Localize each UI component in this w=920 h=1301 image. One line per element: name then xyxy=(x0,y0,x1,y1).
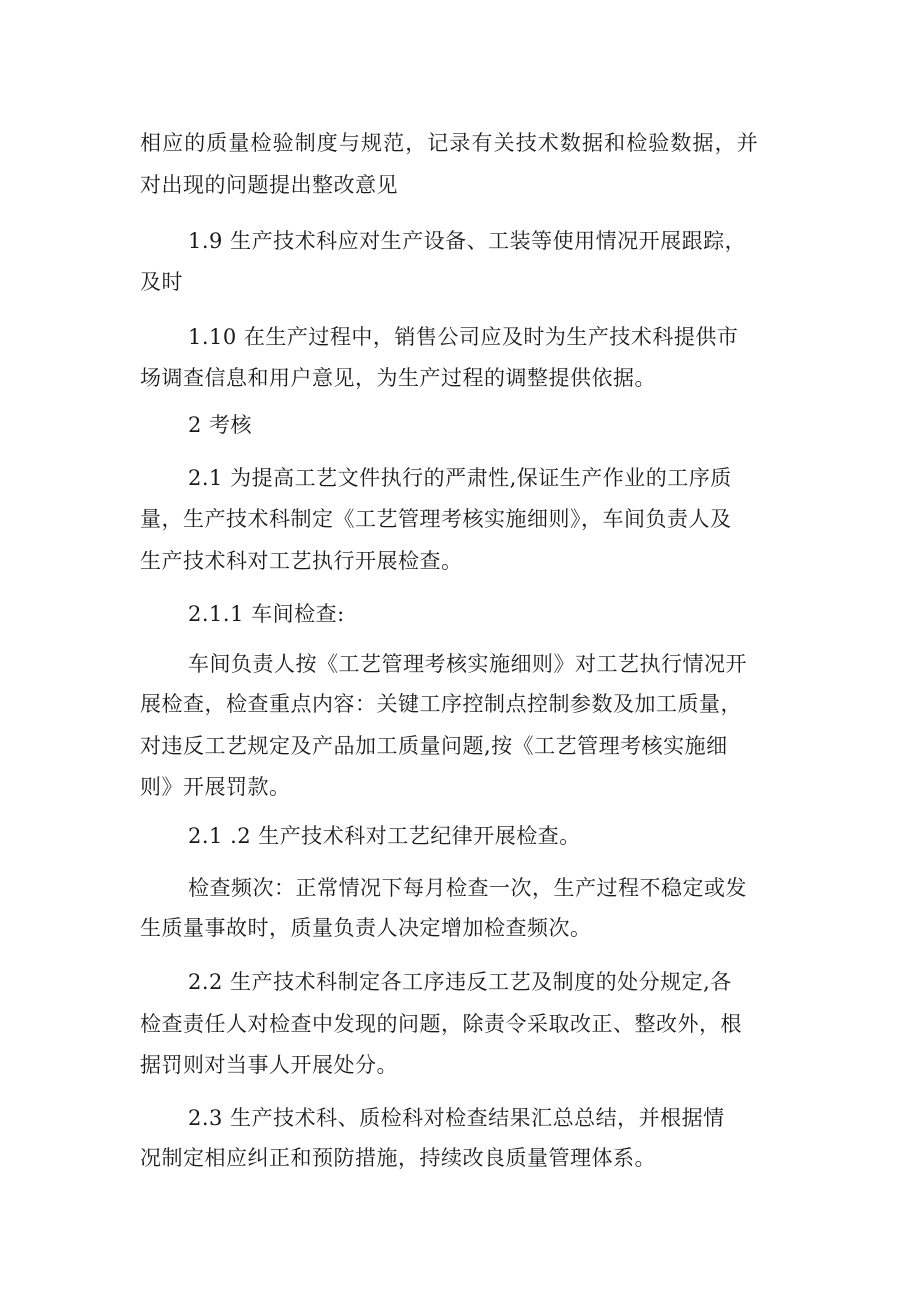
text-line: 对违反工艺规定及产品加工质量问题,按《工艺管理考核实施细 xyxy=(140,734,728,758)
text-line: 场调查信息和用户意见，为生产过程的调整提供依据。 xyxy=(140,366,656,390)
text-line: 则》开展罚款。 xyxy=(140,775,291,799)
text-line: 展检查，检查重点内容：关键工序控制点控制参数及加工质量， xyxy=(140,692,742,716)
subsection-heading: 2.1.1 车间检查: xyxy=(188,602,345,626)
text-line: 况制定相应纠正和预防措施，持续改良质量管理体系。 xyxy=(140,1146,656,1170)
section-heading: 2 考核 xyxy=(188,413,253,437)
text-line: 相应的质量检验制度与规范，记录有关技术数据和检验数据，并 xyxy=(140,131,759,155)
text-line: 2.3 生产技术科、质检科对检查结果汇总总结，并根据情 xyxy=(188,1106,725,1130)
text-line: 对出现的问题提出整改意见 xyxy=(140,173,398,197)
text-line: 据罚则对当事人开展处分。 xyxy=(140,1053,398,1077)
text-line: 量，生产技术科制定《工艺管理考核实施细则》，车间负责人及 xyxy=(140,507,732,531)
text-line: 生产技术科对工艺执行开展检查。 xyxy=(140,549,463,573)
text-line: 车间负责人按《工艺管理考核实施细则》对工艺执行情况开 xyxy=(188,652,747,676)
text-line: 2.2 生产技术科制定各工序违反工艺及制度的处分规定,各 xyxy=(188,970,732,994)
text-line: 生质量事故时，质量负责人决定增加检查频次。 xyxy=(140,916,592,940)
text-line: 2.1 为提高工艺文件执行的严肃性,保证生产作业的工序质 xyxy=(188,466,732,490)
text-line: 检查频次：正常情况下每月检查一次，生产过程不稳定或发 xyxy=(188,876,747,900)
text-line: 检查责任人对检查中发现的问题，除责令采取改正、整改外，根 xyxy=(140,1012,742,1036)
subsection-heading: 2.1 .2 生产技术科对工艺纪律开展检查。 xyxy=(188,824,581,848)
text-line: 1.9 生产技术科应对生产设备、工装等使用情况开展跟踪， xyxy=(188,229,747,253)
text-line: 1.10 在生产过程中，销售公司应及时为生产技术科提供市 xyxy=(188,325,739,349)
text-line: 及时 xyxy=(140,270,183,294)
